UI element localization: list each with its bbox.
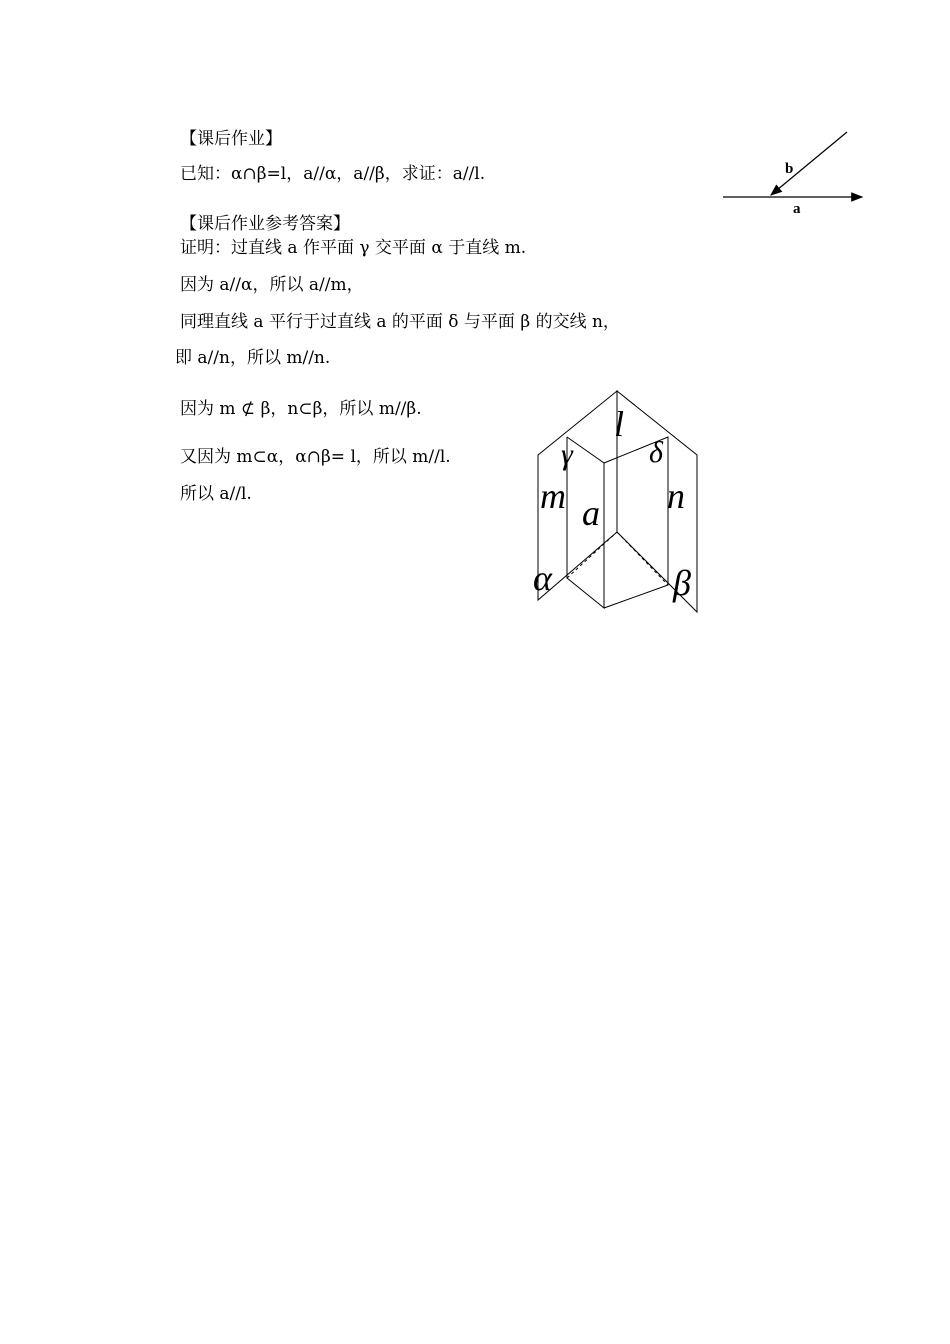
- answer-line-6: 又因为 m⊂α，α∩β= l，所以 m//l.: [180, 447, 451, 467]
- answer-line-3: 同理直线 a 平行于过直线 a 的平面 δ 与平面 β 的交线 n，: [180, 312, 620, 332]
- answer-line-1: 证明：过直线 a 作平面 γ 交平面 α 于直线 m.: [180, 238, 527, 258]
- answer-line-2: 因为 a//α，所以 a//m，: [180, 275, 364, 295]
- label-beta: β: [673, 563, 691, 603]
- label-a: a: [582, 493, 600, 533]
- answer-line-4: 即 a//n，所以 m//n.: [175, 348, 331, 368]
- label-l: l: [614, 404, 625, 444]
- homework-problem: 已知：α∩β=l，a//α，a//β，求证：a//l.: [180, 164, 486, 184]
- label-m: m: [540, 476, 566, 516]
- vector-a-label: a: [793, 201, 801, 217]
- label-delta: δ: [649, 436, 663, 469]
- homework-title: 【课后作业】: [180, 129, 282, 149]
- answer-title: 【课后作业参考答案】: [180, 214, 350, 234]
- label-gamma: γ: [561, 438, 573, 471]
- answer-line-7: 所以 a//l.: [180, 484, 252, 504]
- answer-line-5: 因为 m ⊄ β，n⊂β，所以 m//β.: [180, 399, 422, 419]
- label-n: n: [667, 476, 685, 516]
- vector-b-label: b: [785, 161, 794, 177]
- label-alpha: α: [533, 558, 552, 598]
